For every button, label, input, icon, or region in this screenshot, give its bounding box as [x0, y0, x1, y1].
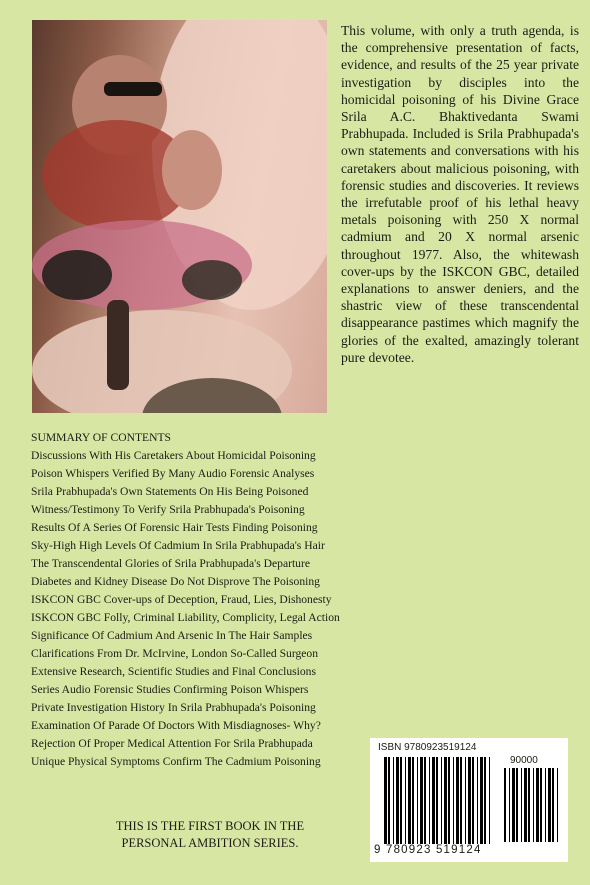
series-note-line: PERSONAL AMBITION SERIES.: [121, 836, 299, 850]
contents-item: Examination Of Parade Of Doctors With Misdiagnoses- Why?: [31, 719, 321, 732]
contents-item: Results Of A Series Of Forensic Hair Tests Finding Poisoning: [31, 521, 318, 534]
contents-item: Significance Of Cadmium And Arsenic In The Hair Samples: [31, 629, 313, 642]
contents-item: Sky-High High Levels Of Cadmium In Srila Prabhupada's Hair: [31, 539, 325, 552]
barcode-addon-number: 90000: [510, 755, 538, 766]
contents-item: ISKCON GBC Cover-ups of Deception, Fraud, Lies, Dishonesty: [31, 593, 332, 606]
contents-item: The Transcendental Glories of Srila Prabhupada's Departure: [31, 557, 310, 570]
contents-list: [31, 447, 340, 771]
isbn-label: ISBN 9780923519124: [378, 742, 477, 753]
back-cover-blurb: This volume, with only a truth agenda, is the comprehensive presentation of facts, evidence, and results of the 25 year private investigation by disciples into the homicidal poisoning of his Divine Grace Srila A.C. Bhaktivedanta Swami Prabhupada. Included is Srila Prabhupada's own statements and conversations with his caretakers about malicious poisoning, with forensic studies and discoveries. It reviews the irrefutable proof of his lethal heavy metals poisoning with 250 X normal cadmium and 20 X normal arsenic throughout 1977. Also, the whitewash cover-ups by the ISKCON GBC, detailed explanations to answer deniers, and the shastric view of these transcendental disappearance pastimes which magnify the glories of the exalted, amazingly tolerant pure devotee.: [341, 23, 579, 365]
contents-item: ISKCON GBC Folly, Criminal Liability, Complicity, Legal Action: [31, 611, 340, 624]
contents-item: Rejection Of Proper Medical Attention For Srila Prabhupada: [31, 737, 313, 750]
contents-item: Clarifications From Dr. McIrvine, London So-Called Surgeon: [31, 647, 319, 660]
contents-item: Private Investigation History In Srila Prabhupada's Poisoning: [31, 701, 316, 714]
series-note-line: THIS IS THE FIRST BOOK IN THE: [115, 819, 305, 833]
contents-item: Witness/Testimony To Verify Srila Prabhupada's Poisoning: [31, 503, 305, 516]
contents-item: Srila Prabhupada's Own Statements On His Being Poisoned: [31, 485, 309, 498]
barcode-bars: [384, 757, 492, 844]
cover-photo: [32, 20, 327, 413]
contents-title: SUMMARY OF CONTENTS: [31, 431, 172, 444]
contents-item: Series Audio Forensic Studies Confirming Poison Whispers: [31, 683, 309, 696]
barcode-addon-bars: [504, 768, 560, 842]
barcode-digits: 9 780923 519124: [374, 844, 482, 856]
barcode: [370, 738, 568, 862]
summary-of-contents: [31, 429, 340, 771]
contents-item: Discussions With His Caretakers About Homicidal Poisoning: [31, 449, 316, 462]
contents-item: Unique Physical Symptoms Confirm The Cadmium Poisoning: [31, 755, 321, 768]
contents-item: Extensive Research, Scientific Studies and Final Conclusions: [31, 665, 316, 678]
contents-item: Diabetes and Kidney Disease Do Not Disprove The Poisoning: [31, 575, 320, 588]
contents-item: Poison Whispers Verified By Many Audio Forensic Analyses: [31, 467, 315, 480]
series-note: [60, 818, 360, 852]
